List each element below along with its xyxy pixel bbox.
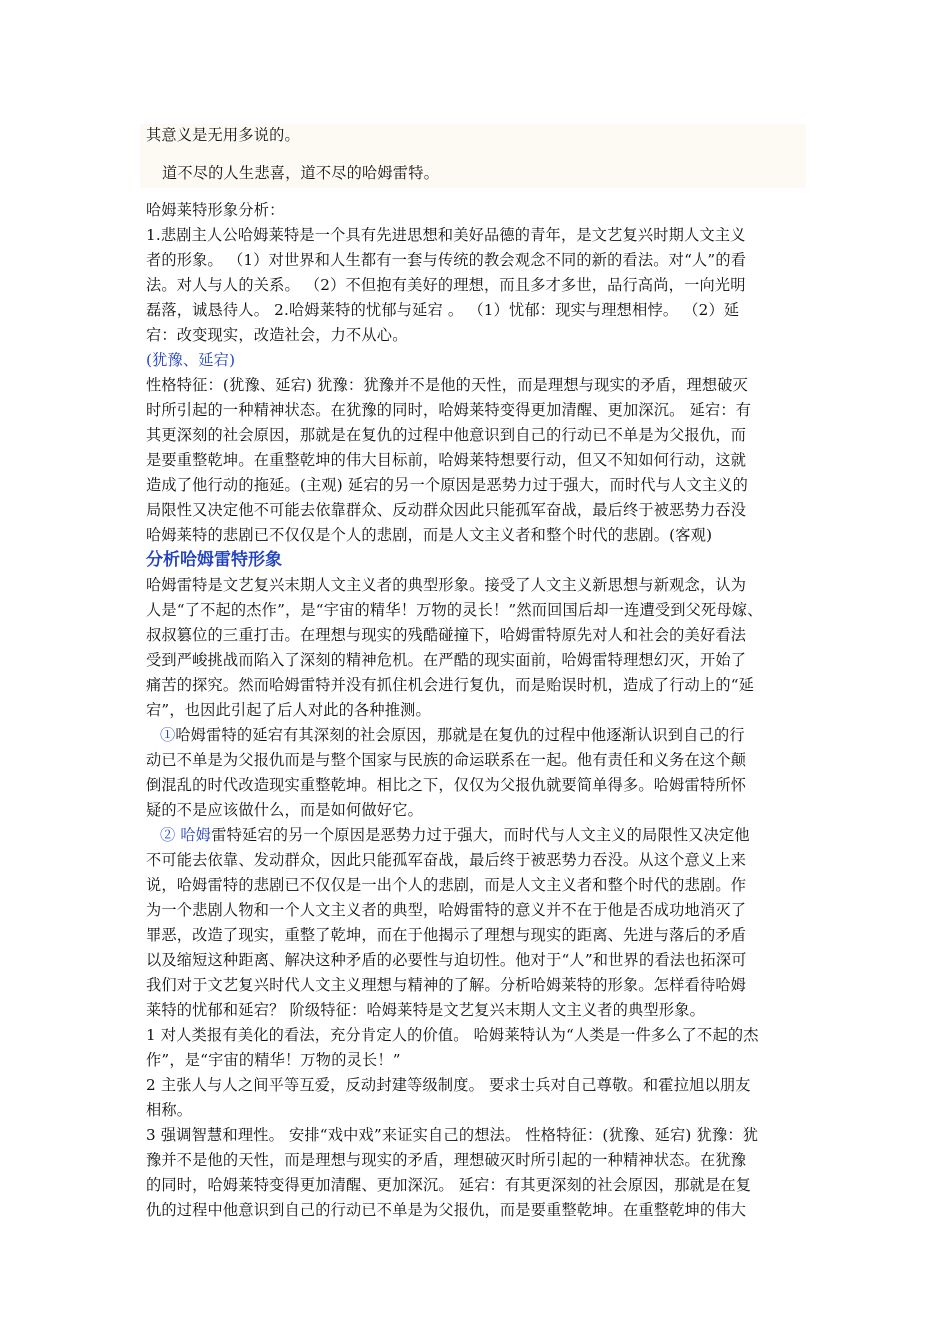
paragraph-line: 以及缩短这种距离、解决这种矛盾的必要性与迫切性。他对于“人”和世界的看法也拓深可 xyxy=(146,951,747,969)
box-line-1: 其意义是无用多说的。 xyxy=(146,126,300,144)
paragraph-line: 动已不单是为父报仇而是与整个国家与民族的命运联系在一起。他有责任和义务在这个颠 xyxy=(146,751,747,769)
paragraph-line: 宕”，也因此引起了后人对此的各种推测。 xyxy=(146,701,431,719)
point-line: 2 主张人与人之间平等互爱，反动封建等级制度。 要求士兵对自己尊敬。和霍拉旭以朋友 xyxy=(146,1076,751,1094)
paragraph-line: 时所引起的一种精神状态。在犹豫的同时，哈姆莱特变得更加清醒、更加深沉。 延宕：有 xyxy=(146,401,752,419)
paragraph-line: 叔叔篡位的三重打击。在理想与现实的残酷碰撞下，哈姆雷特原先对人和社会的美好看法 xyxy=(146,626,747,644)
paragraph-line xyxy=(160,725,745,745)
paragraph-line: 罪恶，改造了现实，重整了乾坤，而在于他揭示了理想与现实的距离、先进与落后的矛盾 xyxy=(146,926,747,944)
paragraph-line: 磊落，诚恳待人。 2.哈姆莱特的忧郁与延宕 。 （1）忧郁：现实与理想相悖。 （2）延 xyxy=(146,301,740,319)
paragraph-line: 受到严峻挑战而陷入了深刻的精神危机。在严酷的现实面前，哈姆雷特理想幻灭，开始了 xyxy=(146,651,747,669)
paragraph-line: 1.悲剧主人公哈姆莱特是一个具有先进思想和美好品德的青年，是文艺复兴时期人文主义 xyxy=(146,226,746,244)
paragraph-line xyxy=(160,825,750,845)
paragraph-line: 局限性又决定他不可能去依靠群众、反动群众因此只能孤军奋战，最后终于被恶势力吞没 xyxy=(146,501,747,519)
point-line: 仇的过程中他意识到自己的行动已不单是为父报仇，而是要重整乾坤。在重整乾坤的伟大 xyxy=(146,1201,747,1219)
paragraph-line: 为一个悲剧人物和一个人文主义者的典型，哈姆雷特的意义并不在于他是否成功地消灭了 xyxy=(146,901,747,919)
p1-first-text: 哈姆雷特的延宕有其深刻的社会原因，那就是在复仇的过程中他逐渐认识到自己的行 xyxy=(175,726,745,744)
paragraph-line: 法。对人与人的关系。 （2）不但抱有美好的理想，而且多才多世，品行高尚，一向光明 xyxy=(146,276,746,294)
tag-hesitation: (犹豫、延宕) xyxy=(146,351,236,369)
point-line: 的同时，哈姆莱特变得更加清醒、更加深沉。 延宕：有其更深刻的社会原因，那就是在复 xyxy=(146,1176,752,1194)
paragraph-line: 是要重整乾坤。在重整乾坤的伟大目标前，哈姆莱特想要行动，但又不知如何行动，这就 xyxy=(146,451,747,469)
section1-title: 哈姆莱特形象分析： xyxy=(146,201,285,219)
paragraph-line: 倒混乱的时代改造现实重整乾坤。相比之下，仅仅为父报仇就要简单得多。哈姆雷特所怀 xyxy=(146,776,747,794)
section2-heading: 分析哈姆雷特形象 xyxy=(146,550,282,570)
point-line: 1 对人类报有美化的看法，充分肯定人的价值。 哈姆莱特认为“人类是一件多么了不起的杰 xyxy=(146,1026,759,1044)
marker-1: ① xyxy=(160,726,176,744)
paragraph-line: 不可能去依靠、发动群众，因此只能孤军奋战，最后终于被恶势力吞没。从这个意义上来 xyxy=(146,851,747,869)
marker-2: ② 哈姆 xyxy=(160,826,212,844)
paragraph-line: 宕：改变现实，改造社会，力不从心。 xyxy=(146,326,408,344)
paragraph-line: 哈姆莱特的悲剧已不仅仅是个人的悲剧，而是人文主义者和整个时代的悲剧。(客观) xyxy=(146,526,713,544)
paragraph-line: 造成了他行动的拖延。(主观) 延宕的另一个原因是恶势力过于强大，而时代与人文主义的 xyxy=(146,476,749,494)
paragraph-line: 人是“了不起的杰作”，是“宇宙的精华！万物的灵长！”然而回国后却一连遭受到父死母嫁、 xyxy=(146,601,763,619)
paragraph-line: 者的形象。 （1）对世界和人生都有一套与传统的教会观念不同的新的看法。对“人”的看 xyxy=(146,251,747,269)
point-line: 作”，是“宇宙的精华！万物的灵长！” xyxy=(146,1051,401,1069)
paragraph-line: 性格特征：(犹豫、延宕) 犹豫：犹豫并不是他的天性，而是理想与现实的矛盾，理想破灭 xyxy=(146,376,749,394)
point-line: 相称。 xyxy=(146,1101,193,1119)
paragraph-line: 莱特的忧郁和延宕？ 阶级特征：哈姆莱特是文艺复兴末期人文主义者的典型形象。 xyxy=(146,1001,705,1019)
paragraph-line: 说，哈姆雷特的悲剧已不仅仅是一出个人的悲剧，而是人文主义者和整个时代的悲剧。作 xyxy=(146,876,747,894)
paragraph-line: 我们对于文艺复兴时代人文主义理想与精神的了解。分析哈姆莱特的形象。怎样看待哈姆 xyxy=(146,976,747,994)
box-line-2: 道不尽的人生悲喜，道不尽的哈姆雷特。 xyxy=(162,164,439,182)
paragraph-line: 疑的不是应该做什么，而是如何做好它。 xyxy=(146,801,423,819)
paragraph-line: 痛苦的探究。然而哈姆雷特并没有抓住机会进行复仇，而是贻误时机，造成了行动上的“延 xyxy=(146,676,755,694)
point-line: 豫并不是他的天性，而是理想与现实的矛盾，理想破灭时所引起的一种精神状态。在犹豫 xyxy=(146,1151,747,1169)
paragraph-line: 哈姆雷特是文艺复兴末期人文主义者的典型形象。接受了人文主义新思想与新观念，认为 xyxy=(146,576,747,594)
point-line: 3 强调智慧和理性。 安排“戏中戏”来证实自己的想法。 性格特征：(犹豫、延宕) 犹豫：犹 xyxy=(146,1126,759,1144)
paragraph-line: 其更深刻的社会原因，那就是在复仇的过程中他意识到自己的行动已不单是为父报仇，而 xyxy=(146,426,747,444)
p2-first-text: 雷特延宕的另一个原因是恶势力过于强大，而时代与人文主义的局限性又决定他 xyxy=(211,826,750,844)
